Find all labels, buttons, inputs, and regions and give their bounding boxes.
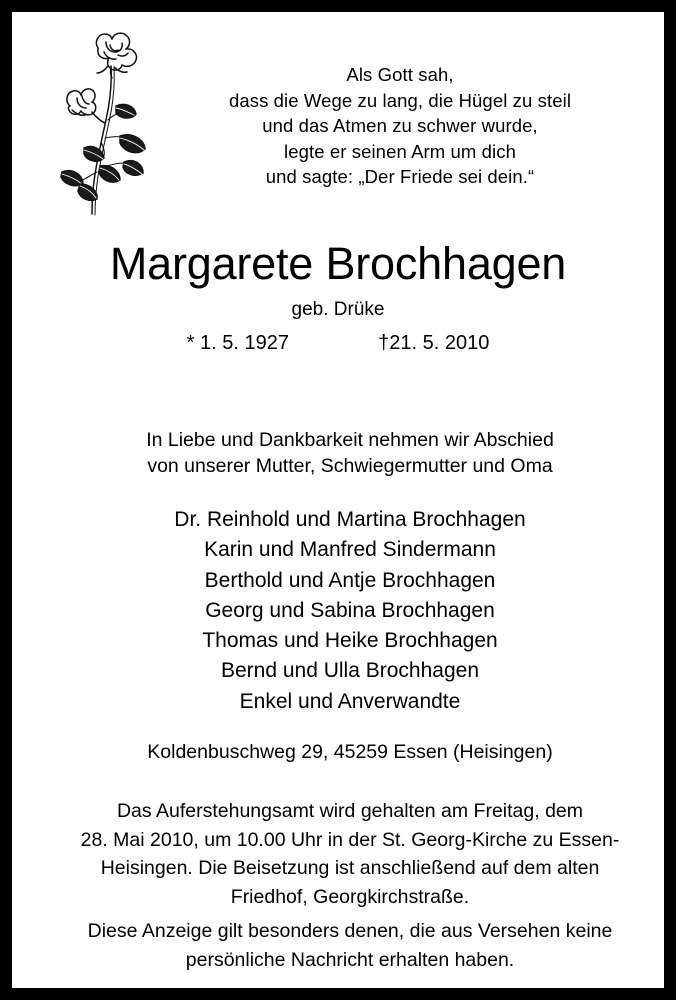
survivors-list (50, 505, 650, 717)
survivor-line: Thomas und Heike Brochhagen (202, 629, 498, 653)
closing-line: persönliche Nachricht erhalten haben. (185, 948, 515, 971)
survivor-line: Bernd und Ulla Brochhagen (220, 659, 479, 683)
death-date: †21. 5. 2010 (378, 332, 490, 354)
life-dates (12, 330, 664, 356)
notice-inner-card (12, 12, 664, 988)
poem-line: und das Atmen zu schwer wurde, (262, 115, 538, 136)
service-details (40, 797, 660, 911)
service-line: 28. Mai 2010, um 10.00 Uhr in der St. Georg-Kirche zu Essen- (80, 828, 620, 851)
maiden-name: geb. Drüke (291, 299, 385, 320)
survivor-line: Karin und Manfred Sindermann (204, 538, 496, 562)
intro-line: von unserer Mutter, Schwiegermutter und Oma (147, 455, 553, 477)
farewell-intro (50, 427, 650, 479)
poem-line: dass die Wege zu lang, die Hügel zu steil (228, 89, 572, 111)
closing-line: Diese Anzeige gilt besonders denen, die aus Versehen keine (87, 920, 613, 942)
rose-illustration-icon (48, 22, 168, 222)
poem-line: legte er seinen Arm um dich (283, 140, 516, 162)
survivor-line: Dr. Reinhold und Martina Brochhagen (174, 508, 526, 531)
survivor-line: Georg und Sabina Brochhagen (205, 598, 495, 622)
family-address: Koldenbuschweg 29, 45259 Essen (Heisingen) (147, 741, 553, 763)
deceased-name-block (12, 238, 664, 356)
closing-note (40, 917, 660, 974)
survivor-line: Berthold und Antje Brochhagen (204, 568, 496, 592)
survivor-line: Enkel und Anverwandte (239, 689, 461, 713)
service-line: Friedhof, Georgkirchstraße. (230, 885, 470, 908)
service-line: Das Auferstehungsamt wird gehalten am Freitag, dem (116, 800, 584, 822)
birth-date: * 1. 5. 1927 (186, 332, 289, 354)
deceased-name: Margarete Brochhagen (109, 238, 567, 289)
service-line: Heisingen. Die Beisetzung ist anschließend auf dem alten (100, 857, 600, 879)
memorial-poem (180, 62, 620, 190)
poem-line: Als Gott sah, (346, 64, 454, 85)
poem-line: und sagte: „Der Friede sei dein.“ (265, 166, 535, 187)
intro-line: In Liebe und Dankbarkeit nehmen wir Abschied (146, 429, 554, 451)
